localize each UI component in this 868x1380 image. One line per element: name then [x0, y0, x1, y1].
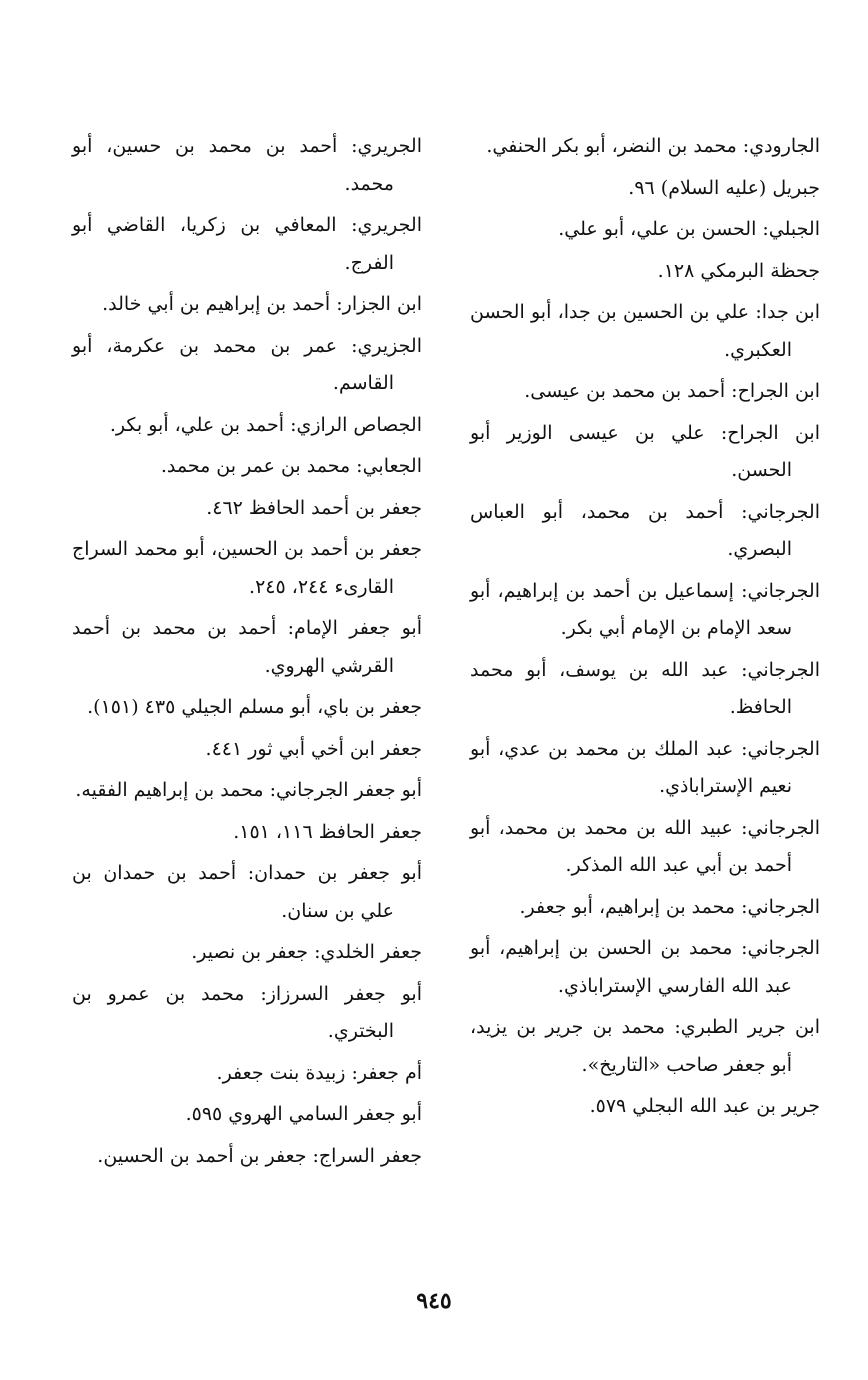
index-entry: ابن جدا: علي بن الحسين بن جدا، أبو الحسن العكبري.	[470, 301, 820, 361]
index-entry: أبو جعفر السامي الهروي ٥٩٥.	[185, 1103, 422, 1125]
index-entry: جرير بن عبد الله البجلي ٥٧٩.	[589, 1095, 820, 1117]
index-entry: الجعابي: محمد بن عمر بن محمد.	[160, 455, 422, 477]
index-entry: أم جعفر: زبيدة بنت جعفر.	[216, 1061, 422, 1084]
index-entry: أبو جعفر السرزاز: محمد بن عمرو بن البختري.	[72, 982, 422, 1042]
left-column	[72, 128, 422, 1179]
index-entry: جعفر السراج: جعفر بن أحمد بن الحسين.	[97, 1144, 422, 1167]
index-entry: جعفر بن أحمد بن الحسين، أبو محمد السراج القارىء ٢٤٤، ٢٤٥.	[72, 538, 422, 598]
index-entry: جعفر ابن أخي أبي ثور ٤٤١.	[205, 737, 422, 760]
index-entry: الجرجاني: أحمد بن محمد، أبو العباس البصري.	[470, 500, 820, 560]
index-entry: الجرجاني: محمد بن إبراهيم، أبو جعفر.	[519, 895, 820, 918]
index-entry: ابن الجراح: علي بن عيسى الوزير أبو الحسن.	[470, 421, 820, 481]
index-entry: ابن الجزار: أحمد بن إبراهيم بن أبي خالد.	[102, 293, 422, 315]
index-entry: الجريري: أحمد بن محمد بن حسين، أبو محمد.	[72, 135, 422, 195]
index-entry: أبو جعفر الجرجاني: محمد بن إبراهيم الفقيه.	[75, 779, 422, 801]
index-entry: ابن جرير الطبري: محمد بن جرير بن يزيد، أبو جعفر صاحب «التاريخ».	[470, 1016, 820, 1076]
index-entry: جعفر الخلدي: جعفر بن نصير.	[191, 941, 422, 963]
index-entry: جعفر الحافظ ١١٦، ١٥١.	[233, 820, 422, 843]
index-entry: الجرجاني: محمد بن الحسن بن إبراهيم، أبو عبد الله الفارسي الإستراباذي.	[470, 937, 820, 997]
page-number: ٩٤٥	[416, 1288, 452, 1314]
index-entry: أبو جعفر بن حمدان: أحمد بن حمدان بن علي بن سنان.	[72, 862, 422, 922]
index-entry: الجبلي: الحسن بن علي، أبو علي.	[558, 218, 820, 240]
index-entry: جعفر بن أحمد الحافظ ٤٦٢.	[206, 496, 422, 519]
index-entry: جبريل (عليه السلام) ٩٦.	[628, 176, 820, 199]
index-entry: جحظة البرمكي ١٢٨.	[657, 259, 820, 282]
right-column	[470, 128, 820, 1130]
index-entry: الجصاص الرازي: أحمد بن علي، أبو بكر.	[109, 413, 422, 436]
index-entry: الجرجاني: عبد الملك بن محمد بن عدي، أبو نعيم الإستراباذي.	[470, 737, 820, 797]
index-entry: الجريري: المعافي بن زكريا، القاضي أبو الفرج.	[72, 214, 422, 274]
index-entry: الجارودي: محمد بن النضر، أبو بكر الحنفي.	[486, 135, 820, 157]
index-entry: الجرجاني: عبيد الله بن محمد بن محمد، أبو أحمد بن أبي عبد الله المذكر.	[470, 816, 820, 876]
index-entry: أبو جعفر الإمام: أحمد بن محمد بن أحمد القرشي الهروي.	[72, 617, 422, 677]
index-entry: الجرجاني: عبد الله بن يوسف، أبو محمد الحافظ.	[470, 658, 820, 718]
index-entry: جعفر بن باي، أبو مسلم الجيلي ٤٣٥ (١٥١).	[87, 696, 422, 718]
index-entry: ابن الجراح: أحمد بن محمد بن عيسى.	[524, 380, 820, 402]
index-entry: الجزيري: عمر بن محمد بن عكرمة، أبو القاسم.	[72, 334, 422, 394]
index-entry: الجرجاني: إسماعيل بن أحمد بن إبراهيم، أبو سعد الإمام بن الإمام أبي بكر.	[470, 579, 820, 639]
